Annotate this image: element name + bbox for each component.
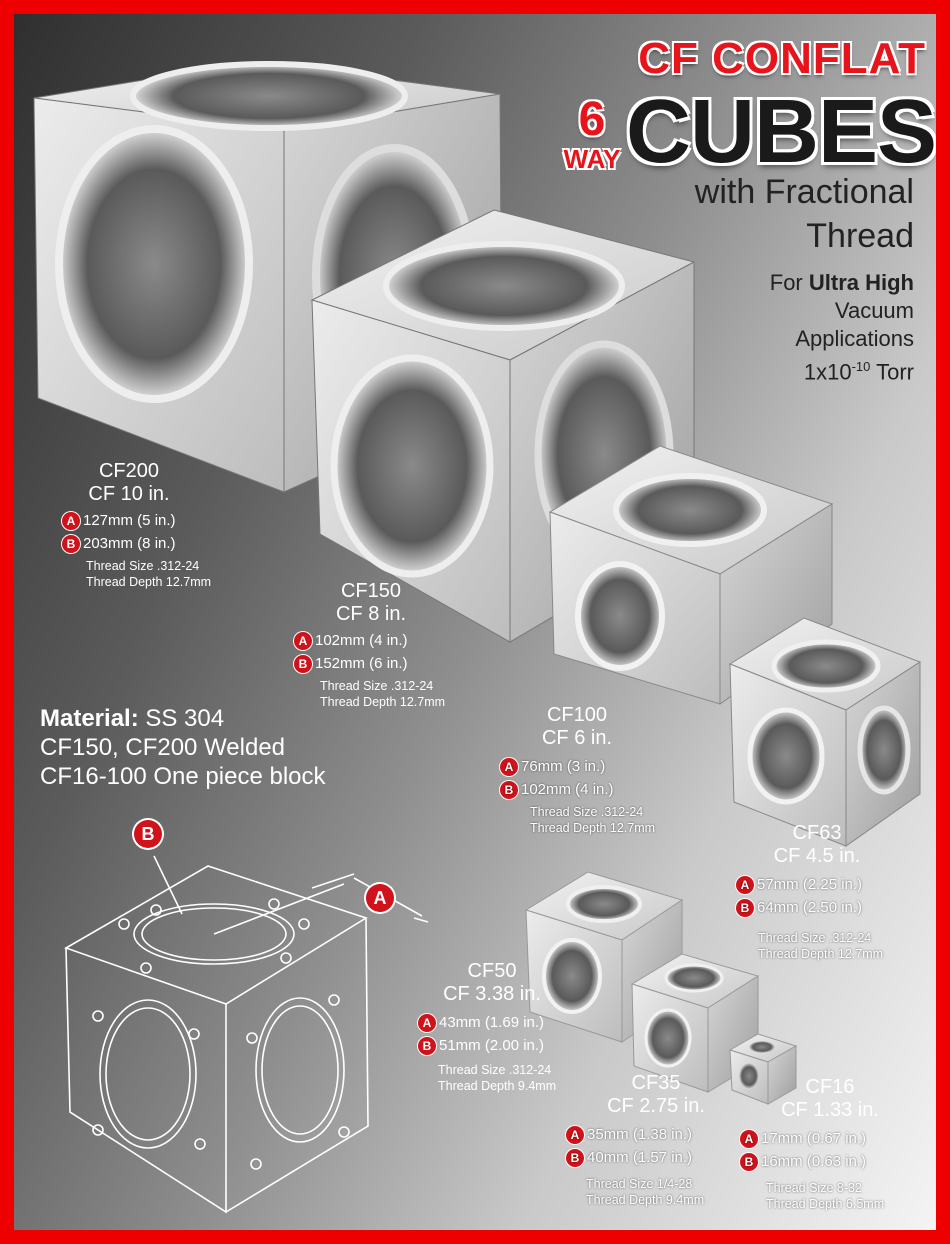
diagram-callout-b: B — [134, 820, 162, 848]
badge-a: A — [418, 1014, 436, 1032]
cf150-thread — [320, 678, 445, 710]
cf100-size: CF 6 in. — [541, 727, 613, 749]
cf35-size: CF 2.75 in. — [607, 1095, 705, 1117]
cf16-b-value: 16mm (0.63 in.) — [761, 1153, 867, 1170]
cf200-name: CF200 — [98, 460, 160, 482]
material-block — [40, 704, 326, 791]
title-six: 6 — [578, 93, 606, 146]
cf63-a-value: 57mm (2.25 in.) — [757, 876, 863, 893]
cf35-thread-size: Thread Size 1/4-28 — [586, 1177, 693, 1191]
cf16-name: CF16 — [805, 1076, 855, 1098]
badge-a: A — [500, 758, 518, 776]
for-prefix: For — [769, 270, 809, 295]
cf63-thread-size: Thread Size .312-24 — [758, 931, 872, 945]
badge-a: A — [294, 632, 312, 650]
cf50-dim-b — [418, 1037, 544, 1055]
cf200-b-value: 203mm (8 in.) — [83, 535, 176, 552]
material-line1 — [40, 704, 326, 733]
cf63-label — [762, 822, 872, 868]
cf100-dim-b — [500, 781, 614, 799]
subtitle-thread: Thread — [806, 217, 914, 255]
cf100-dim-a — [500, 758, 605, 776]
cf35-thread — [586, 1176, 704, 1208]
cf100-a-value: 76mm (3 in.) — [521, 758, 606, 775]
torr-base: 1x10 — [803, 359, 852, 385]
title-cf-conflat: CF CONFLAT — [638, 34, 926, 83]
badge-a: A — [566, 1126, 584, 1144]
badge-b: B — [62, 535, 80, 553]
poster — [14, 14, 936, 1230]
cf200-a-value: 127mm (5 in.) — [83, 512, 176, 529]
badge-b: B — [566, 1149, 584, 1167]
subtitle-applications: Applications — [795, 326, 914, 351]
cf16-dim-a — [740, 1130, 866, 1148]
cf50-thread-size: Thread Size .312-24 — [438, 1063, 552, 1077]
cf50-thread — [438, 1062, 556, 1094]
cf100-thread — [530, 804, 655, 836]
cf200-thread — [86, 558, 211, 590]
cf35-label — [592, 1072, 720, 1118]
cf200-thread-depth: Thread Depth 12.7mm — [86, 575, 212, 589]
badge-b: B — [418, 1037, 436, 1055]
cf150-thread-size: Thread Size .312-24 — [320, 679, 434, 693]
badge-b: B — [740, 1153, 758, 1171]
cf16-thread-depth: Thread Depth 6.5mm — [766, 1197, 885, 1211]
material-line2: CF150, CF200 Welded — [40, 734, 286, 761]
cf150-dim-a — [294, 632, 408, 650]
cf150-name: CF150 — [340, 580, 402, 602]
cf50-dim-a — [418, 1014, 544, 1032]
cf200-thread-size: Thread Size .312-24 — [86, 559, 200, 573]
cf63-b-value: 64mm (2.50 in.) — [757, 899, 863, 916]
cf150-b-value: 152mm (6 in.) — [315, 655, 408, 672]
cf63-dim-a — [736, 876, 862, 894]
subtitle-torr — [804, 354, 914, 385]
cf63-size: CF 4.5 in. — [773, 845, 861, 867]
subtitle-for — [770, 270, 914, 296]
cf100-thread-size: Thread Size .312-24 — [530, 805, 644, 819]
cf200-label — [74, 460, 184, 506]
cf35-name: CF35 — [631, 1072, 681, 1094]
cf150-size: CF 8 in. — [335, 603, 407, 625]
cf50-thread-depth: Thread Depth 9.4mm — [438, 1079, 557, 1093]
cf16-thread-size: Thread Size 8-32 — [766, 1181, 862, 1195]
cf16-size: CF 1.33 in. — [781, 1099, 879, 1121]
subtitle-vacuum: Vacuum — [834, 298, 914, 323]
cf200-dim-a — [62, 512, 176, 530]
cf16-label — [766, 1076, 894, 1122]
cf50-label — [428, 960, 556, 1006]
cf35-b-value: 40mm (1.57 in.) — [587, 1149, 693, 1166]
cf35-a-value: 35mm (1.38 in.) — [587, 1126, 693, 1143]
cf150-label — [316, 580, 426, 626]
ultra-high: Ultra High — [808, 270, 914, 295]
badge-b: B — [500, 781, 518, 799]
material-line3: CF16-100 One piece block — [40, 763, 326, 790]
cf16-a-value: 17mm (0.67 in.) — [761, 1130, 867, 1147]
title-way: WAY — [563, 144, 621, 174]
subtitle-fractional: with Fractional — [694, 173, 914, 211]
material-value: SS 304 — [138, 705, 225, 732]
cf100-b-value: 102mm (4 in.) — [521, 781, 614, 798]
cf63-name: CF63 — [792, 822, 842, 844]
torr-unit: Torr — [870, 359, 914, 385]
cf35-dim-b — [566, 1149, 692, 1167]
cf100-name: CF100 — [546, 704, 608, 726]
badge-a: A — [740, 1130, 758, 1148]
cf63-dim-b — [736, 899, 862, 917]
cf50-b-value: 51mm (2.00 in.) — [439, 1037, 545, 1054]
cf35-dim-a — [566, 1126, 692, 1144]
cf16-dim-b — [740, 1153, 866, 1171]
cf100-label — [522, 704, 632, 750]
cf50-name: CF50 — [467, 960, 517, 982]
badge-a: A — [62, 512, 80, 530]
cf200-size: CF 10 in. — [88, 483, 170, 505]
diagram-callout-a: A — [366, 884, 394, 912]
cf63-thread — [758, 930, 883, 962]
material-label: Material: — [40, 705, 139, 732]
cube-cf63 — [730, 618, 920, 846]
torr-exponent: -10 — [851, 359, 871, 374]
cf150-thread-depth: Thread Depth 12.7mm — [320, 695, 446, 709]
cf200-dim-b — [62, 535, 176, 553]
cf35-thread-depth: Thread Depth 9.4mm — [586, 1193, 705, 1207]
badge-b: B — [736, 899, 754, 917]
cf16-thread — [766, 1180, 884, 1212]
badge-b: B — [294, 655, 312, 673]
cf150-a-value: 102mm (4 in.) — [315, 632, 408, 649]
cf100-thread-depth: Thread Depth 12.7mm — [530, 821, 656, 835]
cf150-dim-b — [294, 655, 408, 673]
badge-a: A — [736, 876, 754, 894]
title-cubes: CUBES — [626, 82, 936, 182]
cf50-size: CF 3.38 in. — [443, 983, 541, 1005]
cf63-thread-depth: Thread Depth 12.7mm — [758, 947, 884, 961]
cf50-a-value: 43mm (1.69 in.) — [439, 1014, 545, 1031]
